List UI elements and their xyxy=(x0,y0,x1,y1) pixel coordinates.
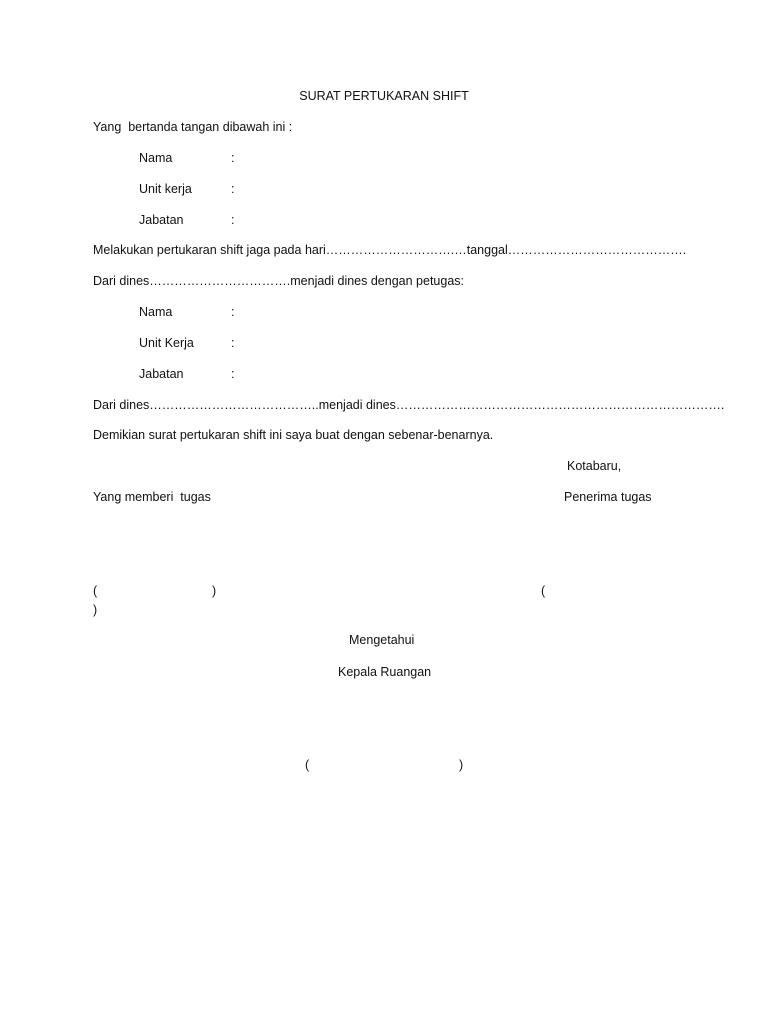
field-label-nama-2: Nama xyxy=(139,305,173,319)
head-title: Kepala Ruangan xyxy=(338,665,432,679)
receiver-signature-close: ) xyxy=(93,603,98,617)
field-colon-nama-1: : xyxy=(231,151,235,165)
field-colon-unit-kerja-2: : xyxy=(231,336,235,350)
intro-text: Yang bertanda tangan dibawah ini : xyxy=(93,120,293,134)
document-title: SURAT PERTUKARAN SHIFT xyxy=(299,89,469,103)
field-label-jabatan-1: Jabatan xyxy=(139,213,184,227)
dari-dines-line-1: Dari dines…………………………….menjadi dines dengan petugas: xyxy=(93,274,464,288)
field-colon-jabatan-1: : xyxy=(231,213,235,227)
field-colon-jabatan-2: : xyxy=(231,367,235,381)
receiver-label: Penerima tugas xyxy=(564,490,652,504)
giver-signature-close: ) xyxy=(212,584,217,598)
head-signature-close: ) xyxy=(459,758,464,772)
field-label-jabatan-2: Jabatan xyxy=(139,367,184,381)
field-colon-unit-kerja-1: : xyxy=(231,182,235,196)
giver-label: Yang memberi tugas xyxy=(93,490,211,504)
head-signature-open: ( xyxy=(305,758,310,772)
acknowledge-label: Mengetahui xyxy=(349,633,415,647)
place-date: Kotabaru, xyxy=(567,459,622,473)
field-label-unit-kerja-2: Unit Kerja xyxy=(139,336,194,350)
field-label-unit-kerja-1: Unit kerja xyxy=(139,182,192,196)
giver-signature-open: ( xyxy=(93,584,98,598)
closing-statement: Demikian surat pertukaran shift ini saya buat dengan sebenar-benarnya. xyxy=(93,428,494,442)
receiver-signature-open: ( xyxy=(541,584,546,598)
field-label-nama-1: Nama xyxy=(139,151,173,165)
dari-dines-line-2: Dari dines…………………………………..menjadi dines……………………………………………………………………. xyxy=(93,398,725,412)
shift-exchange-line: Melakukan pertukaran shift jaga pada hari………………………….…tanggal……………………………………. xyxy=(93,243,687,257)
field-colon-nama-2: : xyxy=(231,305,235,319)
